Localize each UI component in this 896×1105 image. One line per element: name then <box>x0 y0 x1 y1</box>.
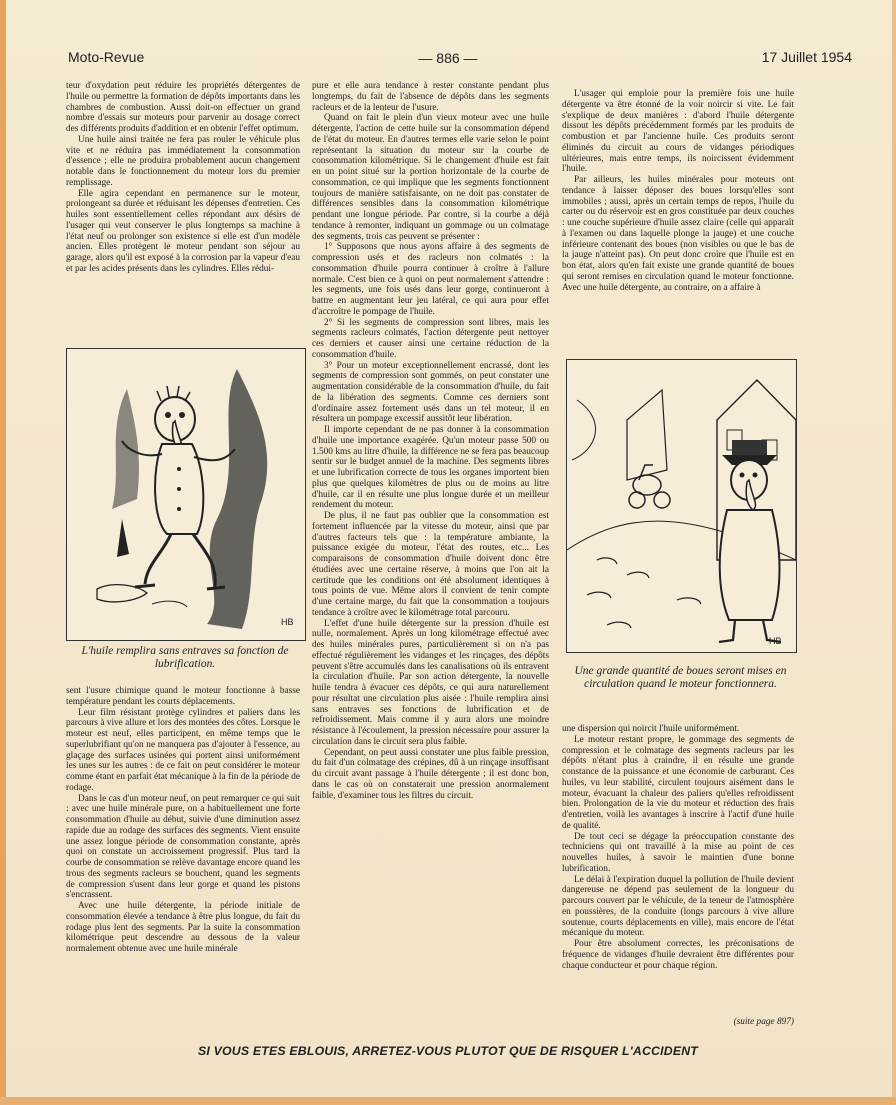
paragraph: Avec une huile détergente, la période initiale de consommation élevée a tendance à être plus longue, du fait du rodage plus lent des segments. Par la suite la consommation kilométrique peut descendre au dessous de la valeur normalement obtenue avec une huile minérale <box>66 901 300 954</box>
column-1-top <box>66 81 300 343</box>
paragraph: une dispersion qui noircit l'huile uniformément. <box>562 724 740 734</box>
paragraph: sent l'usure chimique quand le moteur fonctionne à basse température pendant les courts déplacements. <box>66 686 300 707</box>
paragraph: 1° Supposons que nous ayons affaire à des segments de compression usés et des racleurs non colmatés : la consommation d'huile pourra continuer à croître à l'allure normale. C'est bien ce à quoi on peut normalement s'attendre : les segments, une fois usés dans leur gorge, continueront à battre en augmentant leur jeu latéral, ce qui aura pour effet d'accroître le pompage de l'huile. <box>312 242 549 317</box>
illustration-caption: Une grande quantité de boues seront mises en circulation quand le moteur fonctionnera. <box>574 665 787 690</box>
paragraph: Leur film résistant protège cylindres et paliers dans les parcours à vive allure et lors des montées des côtes. Lorsque le moteur est neuf, elles participent, en même temps que le superlubrifiant qu'on ne manquera pas d'ajouter à l'essence, au glaçage des surfaces usinées qui portent ainsi uniformément les unes sur les autres : de ce fait on peut considérer le moteur comme étant en parfait état mécanique à la fin de la période de rodage. <box>66 707 300 793</box>
paragraph: Elle agira cependant en permanence sur le moteur, prolongeant sa durée et réduisant les dépenses d'entretien. Ces huiles sont essentiellement celles répondant aux désirs de l'usager qui veut conserver le plus longtemps sa machine à l'état neuf ou prolonger son existence si elle est d'un modèle ancien. Elles protègent le moteur pendant son séjour au garage, alors qu'il est exposé à la corrosion par la vapeur d'eau et par les acides présents dans les cylindres. Elles rédui- <box>66 188 300 274</box>
page-number: — 886 — <box>418 50 478 66</box>
magazine-title: Moto-Revue <box>68 49 145 65</box>
paragraph: De tout ceci se dégage la préoccupation constante des techniciens qui ont travaillé à la mise au point de ces nouvelles huiles, à savoir le maintien d'une bonne lubrification. <box>562 831 794 874</box>
paragraph: Quand on fait le plein d'un vieux moteur avec une huile détergente, l'action de cette huile sur la consommation dépend de l'état du moteur. En d'autres termes elle varie selon le point représentant la situation du moteur sur la courbe de consommation kilométrique. Si le changement d'huile est fait en un point situé sur la portion horizontale de la courbe de consommation, ce qui implique que les segments fonctionnent toujours de manière satisfaisante, on ne doit pas constater de différences sensibles dans la consommation kilométrique pendant une longue période. Par contre, si la courbe a déjà tendance à remonter, indiquant un gommage ou un colmatage des segments, trois cas peuvent se présenter : <box>312 113 549 242</box>
paragraph: Le délai à l'expiration duquel la pollution de l'huile devient dangereuse ne dépend pas seulement de la longueur du parcours couvert par le véhicule, de la teneur de l'atmosphère en poussières, de la conduite (longs parcours à vive allure soutenue, courts déplacements en ville), mais encore de l'état mécanique du moteur. <box>562 874 794 939</box>
column-2 <box>312 81 549 1038</box>
illustration-oil-drop-figure <box>66 348 306 641</box>
paragraph: teur d'oxydation peut réduire les propriétés détergentes de l'huile ou permettre la formation de dépôts importants dans les chambres de combustion. Aussi doit-on effectuer un grand nombre d'essais sur moteurs pour parvenir au dosage correct des différents produits d'addition et en obtenir l'effet optimum. <box>66 81 300 134</box>
page-edge-left <box>0 0 6 1105</box>
svg-text:HB: HB <box>769 636 782 646</box>
continued-reference: (suite page 897) <box>733 1017 794 1027</box>
cartoon-drawing <box>67 349 305 640</box>
paragraph: pure et elle aura tendance à rester constante pendant plus longtemps, du fait de l'absence de dépôts dans les segments racleurs et de la lenteur de l'usure. <box>312 81 549 113</box>
paragraph: Cependant, on peut aussi constater une plus faible pression, du fait d'un colmatage des crépines, dû à un rinçage insuffisant du circuit avant passage à l'huile détergente ; il est donc bon, dans le cas où on constaterait une pression anormalement faible, d'examiner tous les filtres du circuit. <box>312 747 549 801</box>
illustration-street-figure <box>566 359 797 653</box>
paragraph: Par ailleurs, les huiles minérales pour moteurs ont tendance à laisser déposer des boues lorsqu'elles sont immobiles ; aussi, après un certain temps de repos, l'huile du carter ou du réservoir est en gros constituée par deux couches : une couche supérieure d'huile assez claire (celle qui apparaît à l'examen ou dans laquelle plonge la jauge) et une couche inférieure contenant des boues (non visibles ou que le bas de la jauge n'atteint pas). On peut donc croire que l'huile est en bon état, alors qu'en fait existe une grande quantité de boues qui seront remises en circulation quand le moteur fonctionne. Avec une huile détergente, au contraire, on a affaire à <box>562 175 794 293</box>
paragraph: Une huile ainsi traitée ne fera pas rouler le véhicule plus vite et ne réduira pas immédiatement la consommation d'essence ; elle ne produira probablement aucun changement notable dans le fonctionnement du moteur lors du premier remplissage. <box>66 134 300 188</box>
column-3-top <box>562 89 794 353</box>
page-edge-right <box>892 0 896 1105</box>
paragraph: 3° Pour un moteur exceptionnellement encrassé, dont les segments de compression sont gommés, on peut constater une augmentation considérable de la consommation d'huile, du fait de la libération des segments. Comme ces derniers sont d'ordinaire assez fortement usés dans un tel moteur, il en résultera un pompage excessif aussitôt leur libération. <box>312 360 549 425</box>
cartoon-drawing <box>567 360 796 652</box>
paragraph: L'effet d'une huile détergente sur la pression d'huile est nulle, normalement. Après un long kilométrage effectué avec des huiles minérales pures, particulièrement si on n'a pas effectué régulièrement les vidanges et les rinçages, des dépôts peuvent s'être accumulés dans les canalisations où ils entravent la circulation d'huile. Par son action détergente, la nouvelle huile tendra à évacuer ces dépôts, ce qui aura naturellement pour résultat une circulation plus aisée : l'huile remplira ainsi sans entraves ses fonctions de lubrification et de refroidissement. Mais comme il y aura alors une moindre résistance à l'écoulement, la pression nécessaire pour assurer la circulation dans le circuit sera plus faible. <box>312 618 549 747</box>
footer-slogan: SI VOUS ETES EBLOUIS, ARRETEZ-VOUS PLUTOT QUE DE RISQUER L'ACCIDENT <box>197 1044 699 1058</box>
illustration-caption: L'huile remplira sans entraves sa fonction de lubrification. <box>81 645 289 670</box>
issue-date: 17 Juillet 1954 <box>761 49 852 65</box>
paragraph: Dans le cas d'un moteur neuf, on peut remarquer ce qui suit : avec une huile minérale pure, on a habituellement une forte consommation d'huile au début, suivie d'une diminution assez rapide due au rodage des surfaces des segments. Vient ensuite une assez longue période de consommation constante, après quoi on constate un accroissement progressif. Plus tard la courbe de consommation se relève davantage encore quand les trous des segments racleurs se bouchent, quand les segments de compression s'usent dans leur gorge et quand les pistons s'encrassent. <box>66 793 300 901</box>
column-1-bottom <box>66 686 300 1038</box>
paragraph: 2° Si les segments de compression sont libres, mais les segments racleurs colmatés, l'action détergente peut nettoyer ces derniers et causer ainsi une certaine réduction de la consommation d'huile. <box>312 317 549 360</box>
svg-text:HB: HB <box>281 617 294 627</box>
paragraph: Pour être absolument correctes, les préconisations de fréquence de vidanges d'huile devraient être différentes pour chaque conducteur et pour chaque région. <box>562 939 794 971</box>
paragraph: De plus, il ne faut pas oublier que la consommation est fortement influencée par la vitesse du moteur, ainsi que par d'autres facteurs tels que : la température ambiante, la puissance exigée du moteur, l'état des routes, etc... Les comparaisons de consommation d'huile doivent donc être étudiées avec une certaine réserve, à moins que l'on ait la certitude que les conditions ont été absolument identiques à tous points de vue. Même alors il convient de tenir compte d'une certaine marge, du fait que la consommation a toujours tendance à croître avec le kilométrage total parcouru. <box>312 511 549 618</box>
page-edge-bottom <box>0 1097 896 1105</box>
column-3-bottom <box>562 724 794 1038</box>
paragraph: Il importe cependant de ne pas donner à la consommation d'huile une importance exagérée. Qu'un moteur passe 500 ou 1.500 kms au litre d'huile, la différence ne se fera pas beaucoup sentir sur le budget annuel de la machine. Des segments libres et une lubrification correcte de tous les organes importent bien plus que quelques kilomètres de plus ou de moins au litre d'huile, car il en résulte une plus longue durée et un meilleur rendement du moteur. <box>312 425 549 511</box>
paragraph: Le moteur restant propre, le gommage des segments de compression et le colmatage des segments racleurs par les dépôts n'étant plus à craindre, il en résulte une grande constance de la puissance et une économie de carburant. Ces huiles, vu leur stabilité, circulent toujours aisément dans le moteur, évacuant la chaleur des paliers qu'elles refroidissent bien. Prolongation de la vie du moteur et réduction des frais d'entretien, voilà les avantages à inscrire à l'actif d'une huile de qualité. <box>562 734 794 831</box>
paragraph: L'usager qui emploie pour la première fois une huile détergente va être étonné de la voir noircir si vite. Le fait s'explique de deux manières : d'abord l'huile détergente dissout les dépôts précédemment formés par les produits de combustion et par l'ancienne huile. Ces produits seront éliminés du circuit au cours de vidanges périodiques ultérieures, mais entre temps, ils noircissent évidemment l'huile. <box>562 89 794 175</box>
